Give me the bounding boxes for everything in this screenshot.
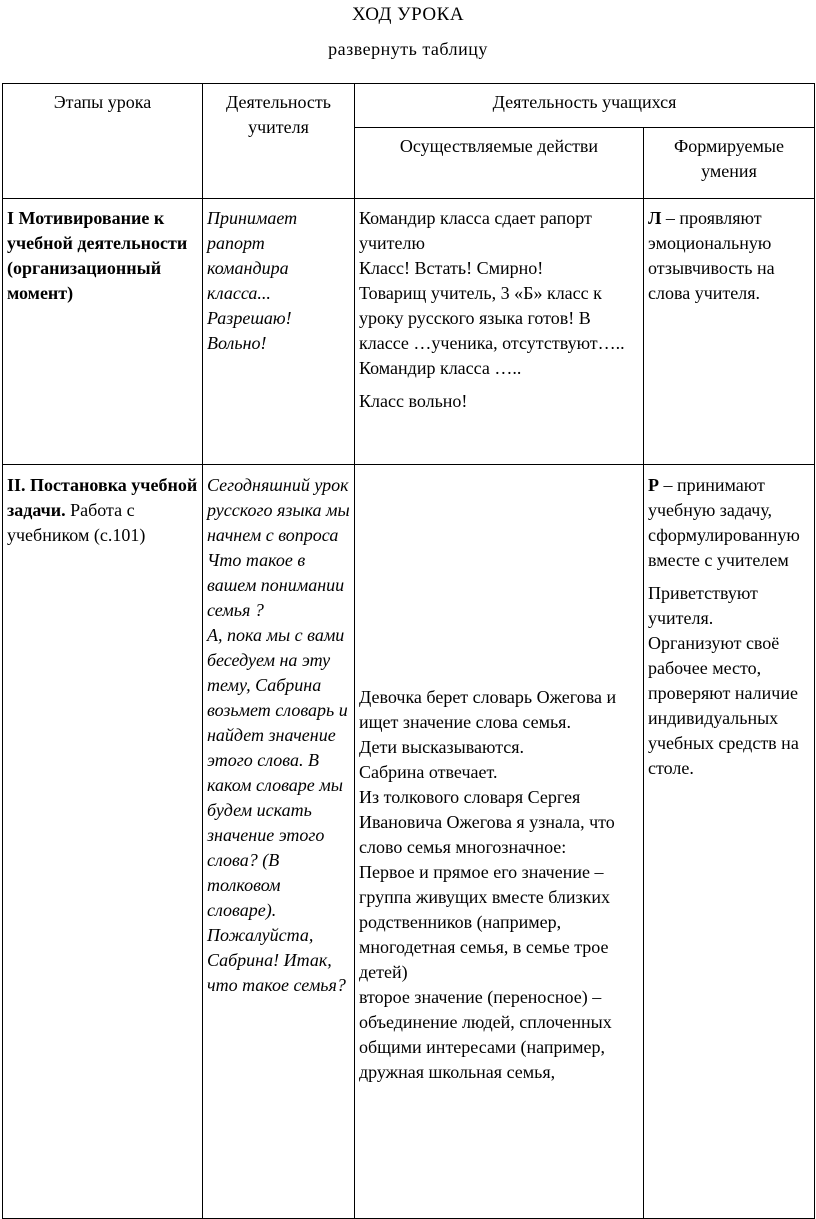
actions-line: второе значение (переносное) – объединение людей, сплоченных общими интересами (например, дружная школьная семья,: [359, 987, 612, 1082]
actions-line: Первое и прямое его значение – группа живущих вместе близких родственников (например, многодетная семья, в семье трое детей): [359, 862, 611, 982]
teacher-line: Что такое в вашем понимании семья ?: [207, 550, 345, 620]
stage-title: II. Постановка учебной задачи.: [7, 475, 198, 520]
actions-line: Дети высказываются.: [359, 737, 525, 757]
lesson-table: [2, 83, 815, 1219]
header-actions: Осуществляемые действи: [355, 128, 644, 199]
actions-line: Сабрина отвечает.: [359, 762, 498, 782]
header-skills: Формируемые умения: [644, 128, 815, 199]
skill-block: [648, 473, 810, 573]
actions-line: Класс вольно!: [359, 391, 468, 411]
teacher-line: А, пока мы с вами беседуем на эту тему, Сабрина возьмет словарь и найдет значение этого слова. В каком словаре мы будем искать значение этого слова? (В толковом словаре). Пожалуйста, Сабрина! Итак, что такое семья?: [207, 625, 348, 995]
actions-line: Командир класса …..: [359, 358, 522, 378]
teacher-line: Сегодняшний урок русского языка мы начнем с вопроса: [207, 475, 350, 545]
actions-cell: [355, 465, 644, 1219]
stage-cell: [3, 465, 203, 1219]
actions-line: Товарищ учитель, 3 «Б» класс к уроку русского языка готов! В классе …ученика, отсутствуют…..: [359, 283, 625, 353]
actions-line: Командир класса сдает рапорт учителю: [359, 208, 592, 253]
table-row: [3, 465, 815, 1219]
stage-cell: I Мотивирование к учебной деятельности (организационный момент): [3, 199, 203, 465]
actions-line: Класс! Встать! Смирно!: [359, 258, 544, 278]
header-row: [3, 84, 815, 128]
table-row: [3, 199, 815, 465]
page-title: ХОД УРОКА: [351, 4, 465, 25]
page-subtitle: развернуть таблицу: [328, 39, 488, 59]
skill-letter: Л: [648, 208, 662, 228]
teacher-cell: Принимает рапорт командира класса... Разрешаю! Вольно!: [203, 199, 355, 465]
actions-line: Из толкового словаря Сергея Ивановича Ожегова я узнала, что слово семья многозначное:: [359, 787, 615, 857]
stage-text: Работа с учебником (с.101): [7, 500, 146, 545]
skill-text: – проявляют эмоциональную отзывчивость на слова учителя.: [648, 208, 775, 303]
skill-letter: Р: [648, 475, 659, 495]
header-students: Деятельность учащихся: [355, 84, 815, 128]
header-stages: Этапы урока: [3, 84, 203, 199]
skill-text: Приветствуют учителя. Организуют своё рабочее место, проверяют наличие индивидуальных учебных средств на столе.: [648, 583, 799, 778]
skills-cell: [644, 465, 815, 1219]
skills-cell: [644, 199, 815, 465]
actions-line: Девочка берет словарь Ожегова и ищет значение слова семья.: [359, 687, 617, 732]
teacher-cell: [203, 465, 355, 1219]
actions-cell: [355, 199, 644, 465]
skill-text: – принимают учебную задачу, сформулированную вместе с учителем: [648, 475, 800, 570]
header-teacher: Деятельность учителя: [203, 84, 355, 199]
